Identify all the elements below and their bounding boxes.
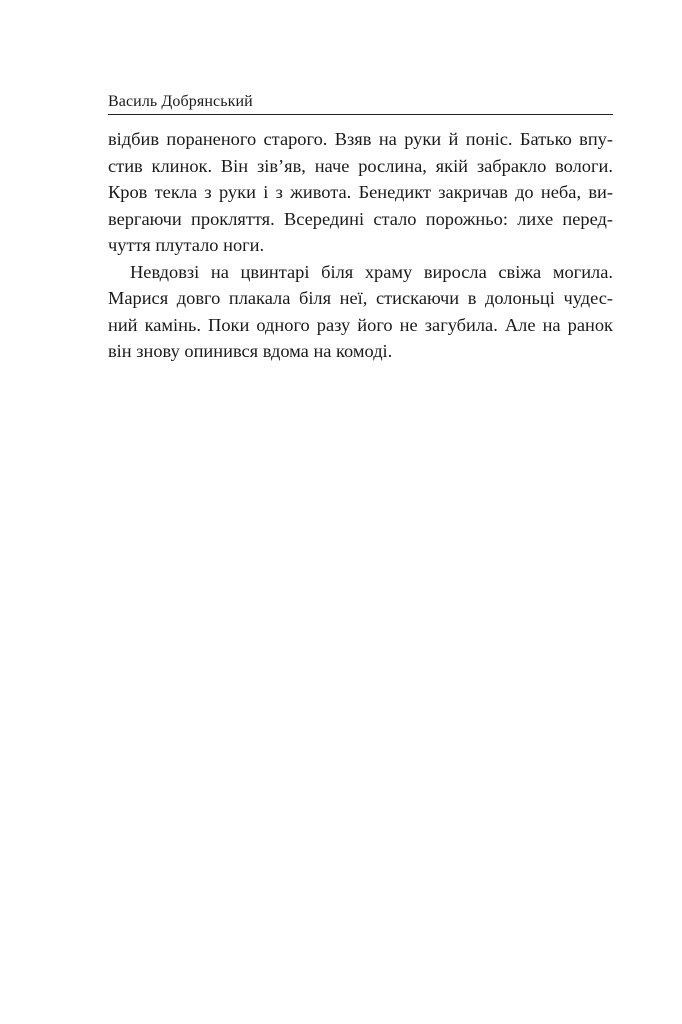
text-line: стив клинок. Він зів’яв, наче рослина, якій забракло вологи.: [108, 155, 613, 176]
body-text: [108, 126, 613, 365]
running-head: [108, 92, 613, 115]
author-name: Василь Добрянський: [108, 93, 253, 110]
text-line: відбив пораненого старого. Взяв на руки й поніс. Батько впу-: [108, 129, 613, 149]
text-line: вергаючи прокляття. Всередині стало порожньо: лихе перед-: [108, 208, 613, 229]
text-line: Невдовзі на цвинтарі біля храму виросла свіжа могила.: [130, 261, 613, 282]
paragraph-2: [108, 259, 613, 365]
text-line: він знову опинився вдома на комоді.: [108, 341, 393, 361]
text-line: чуття плутало ноги.: [108, 235, 265, 255]
text-line: Кров текла з руки і з живота. Бенедикт закричав до неба, ви-: [108, 182, 613, 202]
text-line: Марися довго плакала біля неї, стискаючи в долоньці чудес-: [108, 288, 613, 308]
paragraph-1: [108, 126, 613, 259]
text-line: ний камінь. Поки одного разу його не загубила. Але на ранок: [108, 314, 613, 335]
